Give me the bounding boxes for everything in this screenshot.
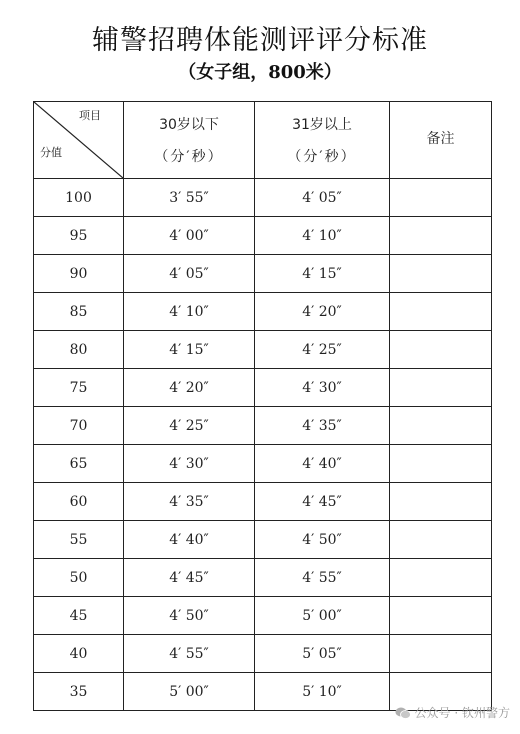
under30-time-cell: 4′ 35″ (124, 483, 255, 521)
score-cell: 100 (34, 179, 124, 217)
score-cell: 95 (34, 217, 124, 255)
score-cell: 50 (34, 559, 124, 597)
header-over31 (255, 102, 390, 179)
over31-time-cell: 4′ 25″ (255, 331, 390, 369)
table-row (34, 483, 492, 521)
over31-time-cell: 4′ 20″ (255, 293, 390, 331)
score-cell: 75 (34, 369, 124, 407)
table-row (34, 559, 492, 597)
table-row (34, 635, 492, 673)
under30-time-cell: 5′ 00″ (124, 673, 255, 711)
note-cell (390, 407, 492, 445)
note-cell (390, 635, 492, 673)
table-row (34, 521, 492, 559)
note-cell (390, 217, 492, 255)
diagonal-header-cell (34, 102, 124, 179)
score-cell: 65 (34, 445, 124, 483)
table-row (34, 331, 492, 369)
note-cell (390, 331, 492, 369)
table-row (34, 369, 492, 407)
header-under30 (124, 102, 255, 179)
watermark (395, 704, 510, 721)
under30-time-cell: 4′ 55″ (124, 635, 255, 673)
over31-time-cell: 5′ 00″ (255, 597, 390, 635)
header-score-label: 分值 (40, 146, 62, 159)
under30-time-cell: 4′ 15″ (124, 331, 255, 369)
score-cell: 45 (34, 597, 124, 635)
note-cell (390, 521, 492, 559)
note-cell (390, 369, 492, 407)
table-row (34, 179, 492, 217)
under30-time-cell: 3′ 55″ (124, 179, 255, 217)
note-cell (390, 483, 492, 521)
score-cell: 60 (34, 483, 124, 521)
table-row (34, 597, 492, 635)
over31-time-cell: 4′ 45″ (255, 483, 390, 521)
header-note-label: 备注 (426, 131, 455, 147)
header-item-label: 项目 (79, 109, 101, 122)
under30-time-cell: 4′ 10″ (124, 293, 255, 331)
page-title: 辅警招聘体能测评评分标准 (92, 25, 428, 56)
header-under30-unit: （分′秒） (154, 149, 224, 165)
watermark-text: 公众号 · 钦州警方 (414, 706, 510, 720)
over31-time-cell: 4′ 50″ (255, 521, 390, 559)
score-cell: 35 (34, 673, 124, 711)
under30-time-cell: 4′ 25″ (124, 407, 255, 445)
score-cell: 70 (34, 407, 124, 445)
header-under30-label: 30岁以下 (159, 117, 219, 133)
table-row (34, 445, 492, 483)
note-cell (390, 559, 492, 597)
score-cell: 85 (34, 293, 124, 331)
under30-time-cell: 4′ 30″ (124, 445, 255, 483)
over31-time-cell: 5′ 05″ (255, 635, 390, 673)
under30-time-cell: 4′ 00″ (124, 217, 255, 255)
score-cell: 55 (34, 521, 124, 559)
over31-time-cell: 5′ 10″ (255, 673, 390, 711)
over31-time-cell: 4′ 40″ (255, 445, 390, 483)
under30-time-cell: 4′ 40″ (124, 521, 255, 559)
under30-time-cell: 4′ 45″ (124, 559, 255, 597)
header-over31-unit: （分′秒） (287, 149, 357, 165)
header-over31-label: 31岁以上 (292, 117, 352, 133)
table-row (34, 407, 492, 445)
note-cell (390, 445, 492, 483)
score-table (33, 101, 492, 711)
page-subtitle: （女子组，800米） (178, 62, 342, 83)
note-cell (390, 293, 492, 331)
score-cell: 40 (34, 635, 124, 673)
under30-time-cell: 4′ 50″ (124, 597, 255, 635)
table-row (34, 217, 492, 255)
header-note (390, 102, 492, 179)
wechat-icon (395, 707, 411, 719)
score-cell: 90 (34, 255, 124, 293)
over31-time-cell: 4′ 15″ (255, 255, 390, 293)
note-cell (390, 597, 492, 635)
over31-time-cell: 4′ 35″ (255, 407, 390, 445)
table-row (34, 293, 492, 331)
table-row (34, 255, 492, 293)
note-cell (390, 179, 492, 217)
under30-time-cell: 4′ 20″ (124, 369, 255, 407)
score-cell: 80 (34, 331, 124, 369)
over31-time-cell: 4′ 55″ (255, 559, 390, 597)
note-cell (390, 255, 492, 293)
table-header-row (34, 102, 492, 179)
under30-time-cell: 4′ 05″ (124, 255, 255, 293)
over31-time-cell: 4′ 05″ (255, 179, 390, 217)
over31-time-cell: 4′ 10″ (255, 217, 390, 255)
over31-time-cell: 4′ 30″ (255, 369, 390, 407)
